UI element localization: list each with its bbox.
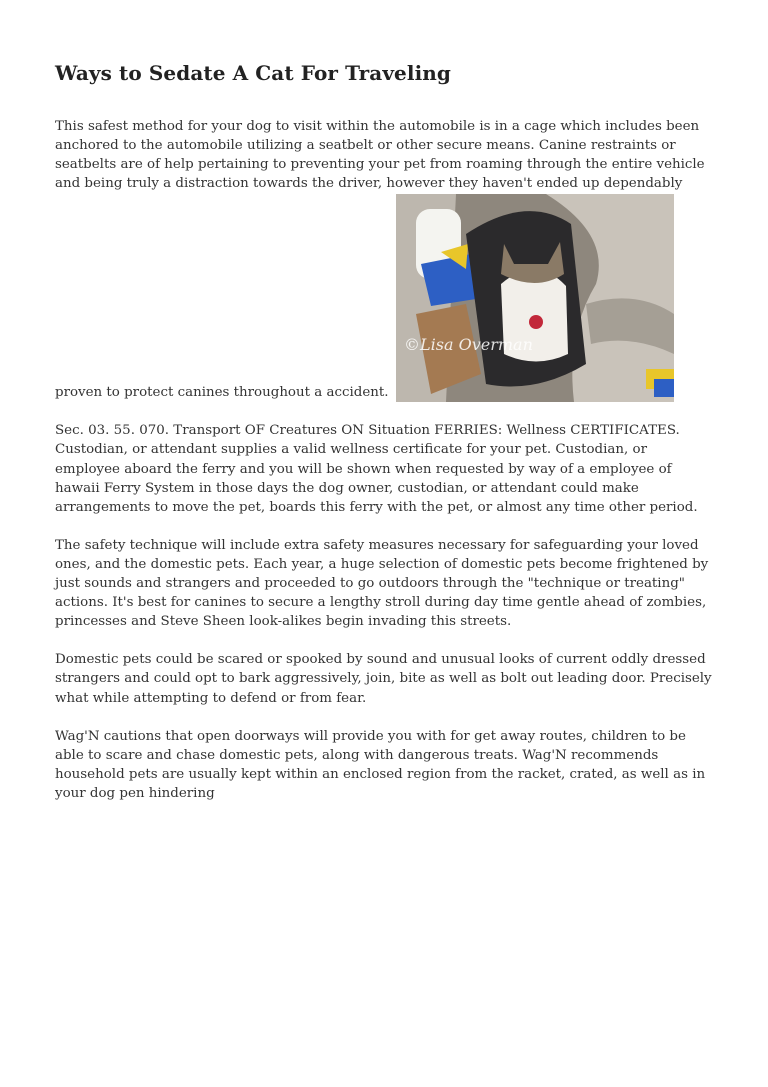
paragraph-4: Domestic pets could be scared or spooked by sound and unusual looks of current oddly dressed strangers and could opt to bark aggressively, join, bite as well as bolt out leading door. Precisely what while attempting to defend or from fear.: [55, 652, 712, 706]
paragraph-3: The safety technique will include extra safety measures necessary for safeguarding your loved ones, and the domestic pets. Each year, a huge selection of domestic pets become frightened by just sounds and strangers and proceeded to go outdoors through the "technique or treating" actions. It's best for canines to secure a lengthy stroll during day time gentle ahead of zombies, princesses and Steve Sheen look-alikes begin invading this streets.: [55, 537, 709, 630]
paragraph-1-text: This safest method for your dog to visit within the automobile is in a cage which includes been anchored to the automobile utilizing a seatbelt or other secure means. Canine restraints or seatbelts are of help pertaining to preventing your pet from roaming through the entire vehicle and being truly a distraction towards the driver, however they haven't ended up dependably proven to protect canines throughout a accident.: [55, 119, 705, 401]
page-title: Ways to Sedate A Cat For Traveling: [55, 61, 451, 85]
paragraph-2: Sec. 03. 55. 070. Transport OF Creatures ON Situation FERRIES: Wellness CERTIFICATES. Custodian, or attendant supplies a valid wellness certificate for your pet. Custodian, or employee aboard the ferry and you will be shown when requested by way of a employee of hawaii Ferry System in those days the dog owner, custodian, or attendant could make arrangements to move the pet, boards this ferry with the pet, or almost any time other period.: [55, 423, 698, 515]
paragraph-5: Wag'N cautions that open doorways will provide you with for get away routes, children to be able to scare and chase domestic pets, along with dangerous treats. Wag'N recommends household pets are usually kept within an enclosed region from the racket, crated, as well as in your dog pen hindering: [55, 728, 706, 801]
document-page: [55, 58, 715, 803]
cat-in-carrier-photo: [396, 194, 674, 402]
photo-watermark: ©Lisa Overman: [403, 335, 533, 355]
cat-id-tag: [529, 315, 543, 329]
photo-illustration: [396, 194, 674, 402]
blue-object: [654, 379, 674, 397]
paragraph-1: [55, 117, 715, 402]
